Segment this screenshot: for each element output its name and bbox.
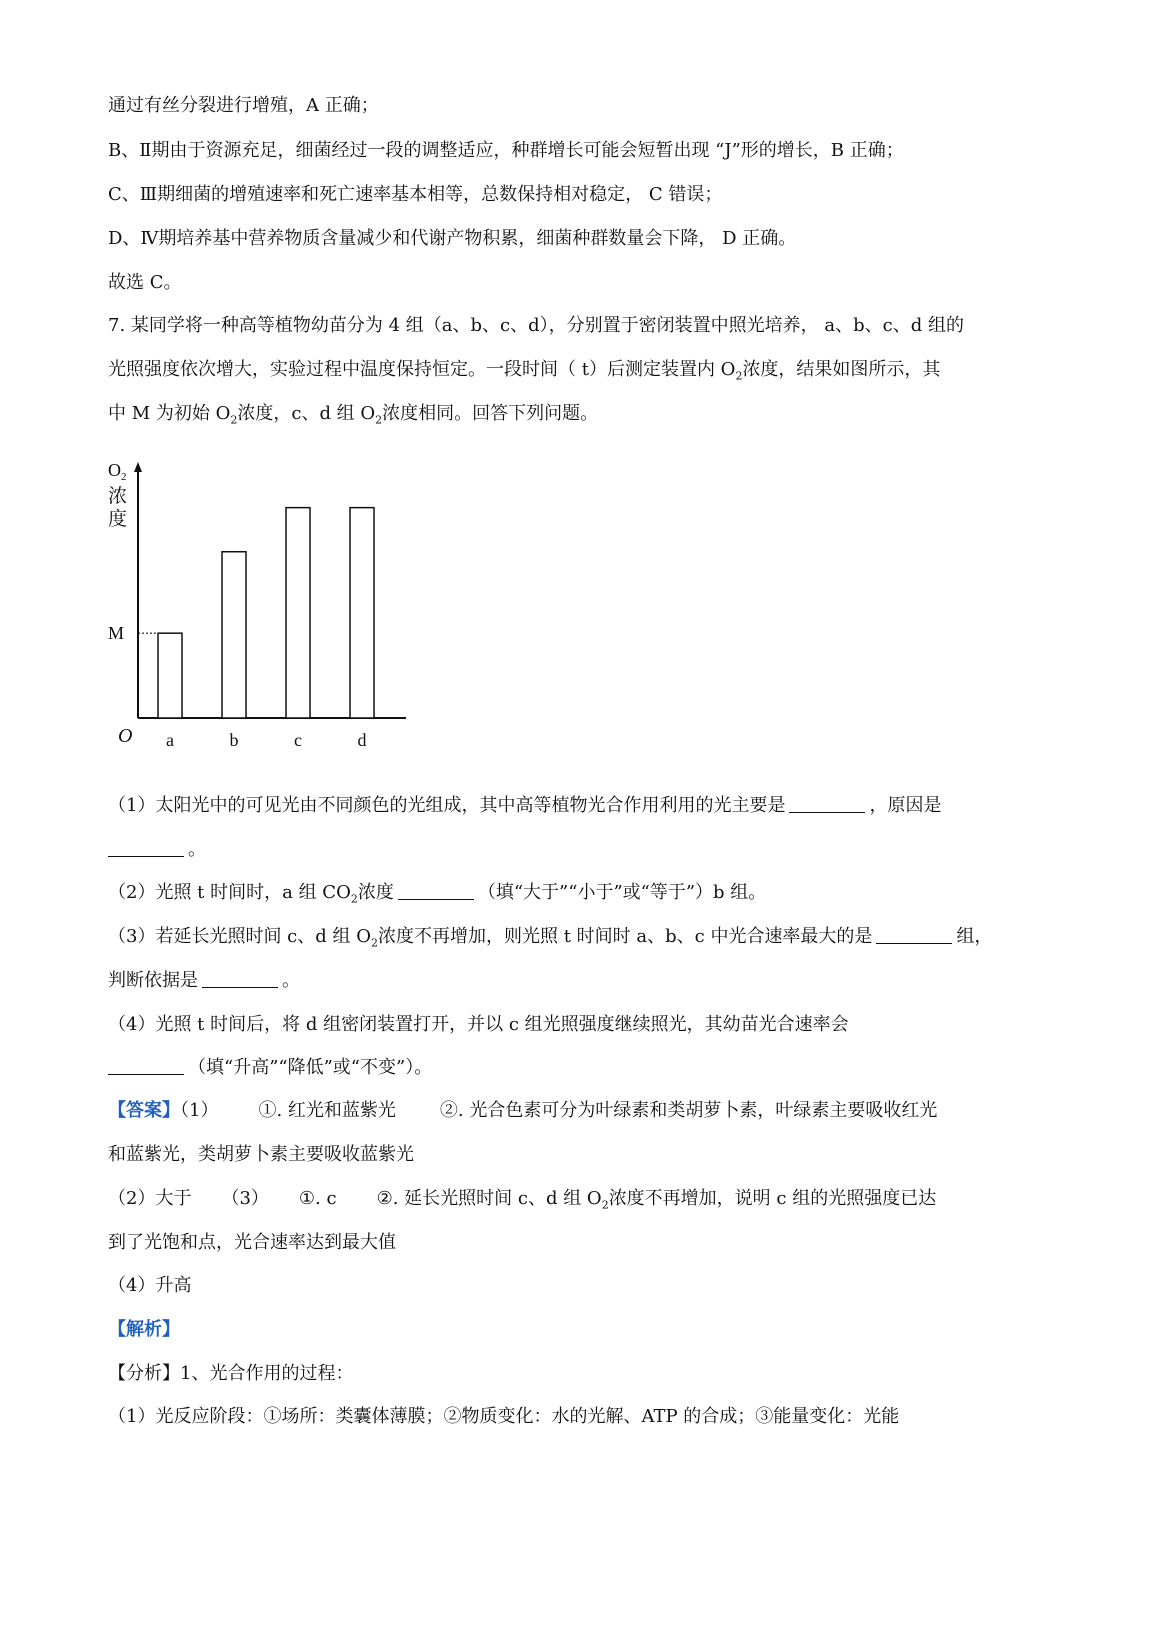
bar-c [286,508,310,718]
answer-line-4: 到了光饱和点，光合速率达到最大值 [108,1232,396,1253]
y-axis-label: $O_2$ [108,462,127,483]
answer-line-3: （2）大于 （3） ①. c ②. 延长光照时间 c、d 组 $O_2$浓度不再增加，说明 c 组的光照强度已达 [108,1188,937,1212]
baseline-label: M [108,623,125,644]
analysis-line-1: 【分析】1、光合作用的过程： [108,1363,354,1384]
answer-blank[interactable] [789,794,865,813]
line-5: 故选 C。 [108,272,182,293]
subquestion-3-cont: 判断依据是 。 [108,970,300,991]
answer-label: 【答案】 [108,1100,180,1121]
subquestion-4-cont: （填“升高”“降低”或“不变”）。 [108,1056,432,1080]
question-7-line-1: 7. 某同学将一种高等植物幼苗分为 4 组（a、b、c、d），分别置于密闭装置中照光培养， a、b、c、d 组的 [108,315,964,336]
bar-a [158,633,182,718]
line-3: C、Ⅲ期细菌的增殖速率和死亡速率基本相等，总数保持相对稳定， C 错误； [108,184,723,205]
subquestion-1: （1）太阳光中的可见光由不同颜色的光组成，其中高等植物光合作用利用的光主要是 ，原因是 [108,795,942,816]
question-7-line-3: 中 M 为初始 $O_2$浓度，c、d 组 $O_2$浓度相同。回答下列问题。 [108,403,599,427]
answer-blank[interactable] [398,881,474,900]
subquestion-1-cont: 。 [108,838,206,862]
o2-concentration-bar-chart [100,462,420,762]
subquestion-4: （4）光照 t 时间后，将 d 组密闭装置打开，并以 c 组光照强度继续照光，其幼苗光合速率会 [108,1014,849,1035]
line-4: D、Ⅳ期培养基中营养物质含量减少和代谢产物积累，细菌种群数量会下降， D 正确。 [108,228,797,249]
answer-blank[interactable] [876,925,952,944]
bar-b [222,552,246,718]
answer-blank[interactable] [108,1056,184,1075]
x-tick-label: c [294,730,302,750]
bar-d [350,508,374,718]
y-axis-label-char: 度 [108,508,128,530]
x-tick-label: b [229,730,239,750]
answer-line-2: 和蓝紫光，类胡萝卜素主要吸收蓝紫光 [108,1144,414,1165]
line-2: B、Ⅱ期由于资源充足，细菌经过一段的调整适应，种群增长可能会短暂出现 “J”形的增长，B 正确； [108,140,904,161]
answer-line-5: （4）升高 [108,1275,192,1296]
x-tick-label: d [357,730,367,750]
line-1: 通过有丝分裂进行增殖，A 正确； [108,95,379,116]
y-axis-arrow [134,462,142,472]
subquestion-2: （2）光照 t 时间时，a 组 $CO_2$浓度 （填“大于”“小于”或“等于”）b 组。 [108,882,767,906]
x-tick-label: a [166,730,174,750]
answer-blank[interactable] [202,969,278,988]
subquestion-3: （3）若延长光照时间 c、d 组 $O_2$浓度不再增加，则光照 t 时间时 a、b、c 中光合速率最大的是 组， [108,926,993,950]
analysis-label: 【解析】 [108,1319,180,1340]
answer-blank[interactable] [108,838,184,857]
y-axis-label-char: 浓 [108,485,128,507]
origin-label: O [118,725,133,747]
answer-line-1: 【答案】（1） ①. 红光和蓝紫光 ②. 光合色素可分为叶绿素和类胡萝卜素，叶绿素主要吸收红光 [108,1100,938,1121]
question-7-line-2: 光照强度依次增大，实验过程中温度保持恒定。一段时间（ t）后测定装置内 $O_2$浓度，结果如图所示，其 [108,359,941,383]
analysis-line-2: （1）光反应阶段：①场所：类囊体薄膜；②物质变化：水的光解、ATP 的合成；③能量变化：光能 [108,1406,900,1427]
